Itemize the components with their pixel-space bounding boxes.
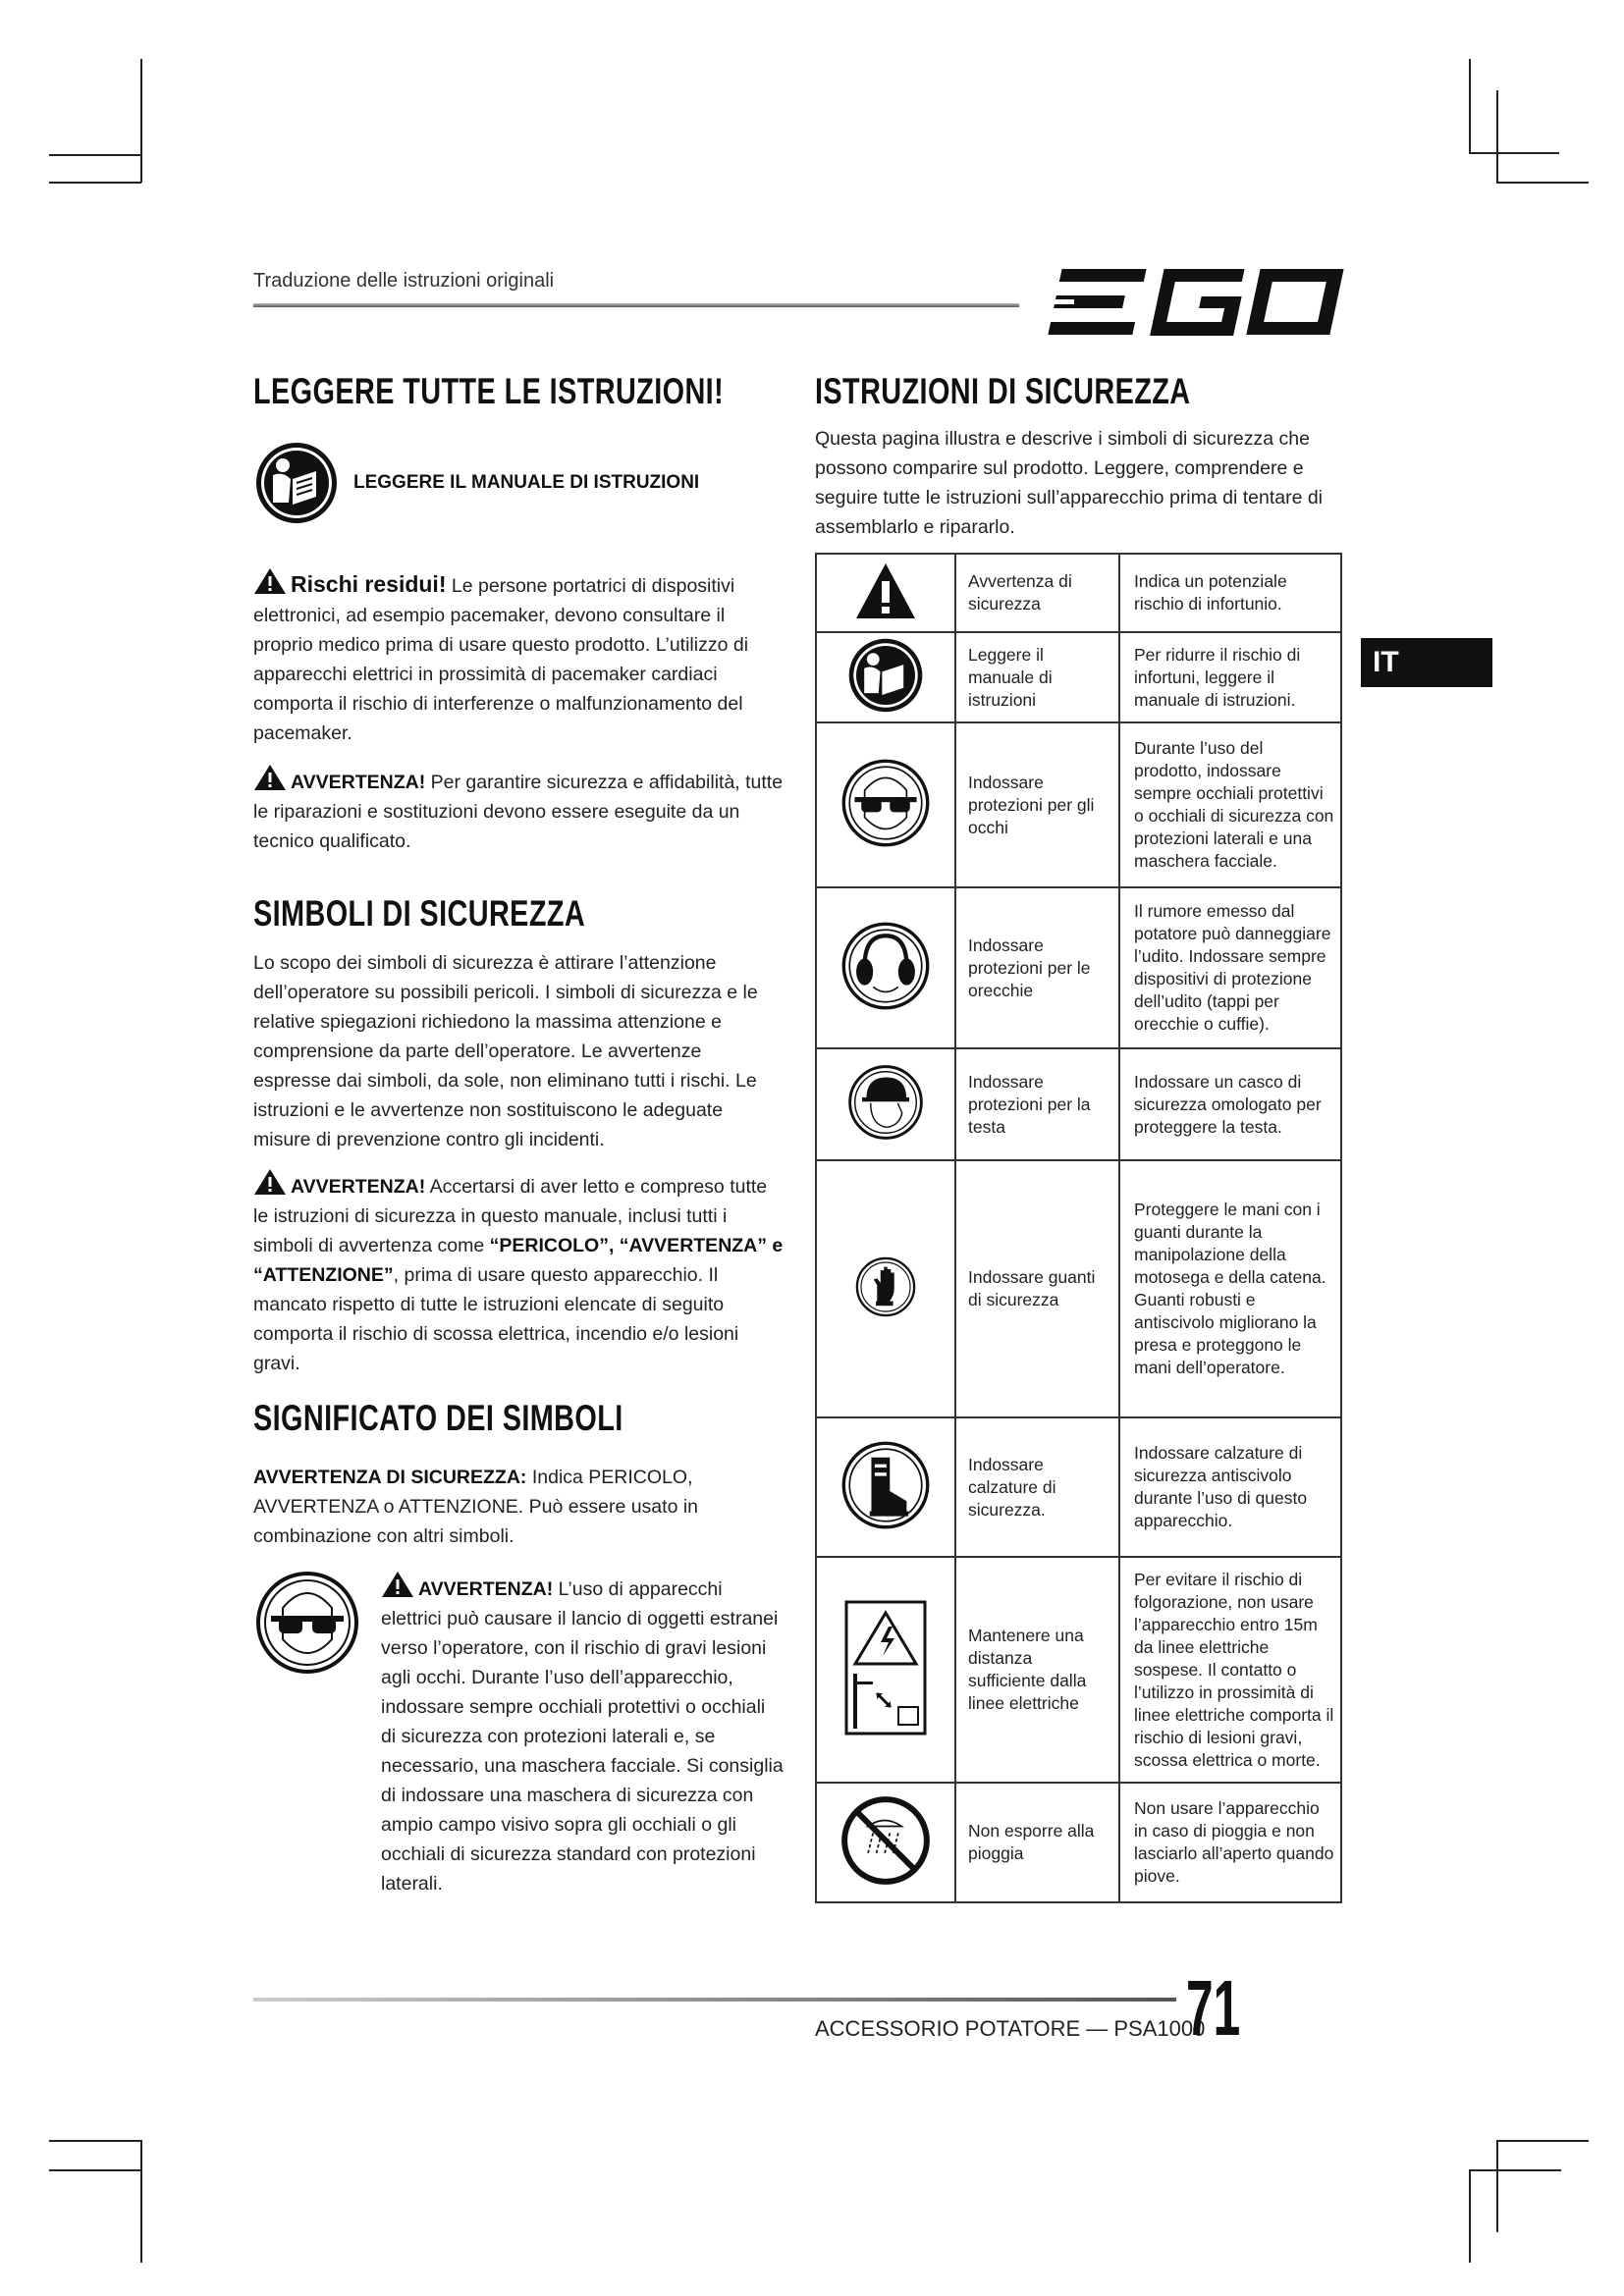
intro-paragraph <box>815 424 1345 542</box>
warning-read-text-b: , prima di usare questo apparecchio. Il mancato rispetto di tutte le istruzioni elencate di seguito comporta il rischio di scossa elettrica, incendio e/o lesioni gravi. <box>253 1264 739 1374</box>
symbol-cell <box>816 1160 955 1417</box>
symbols-paragraph <box>253 948 784 1154</box>
warning-repair-text: Per garantire sicurezza e affidabilità, tutte le riparazioni e sostituzioni devono essere eseguite da un tecnico qualificato. <box>253 772 784 852</box>
warning-eye-paragraph <box>381 1571 784 1898</box>
symbol-description: Proteggere le mani con i guanti durante la manipolazione della motosega e della catena. Guanti robusti e antiscivolo migliorano la presa e proteggono le mani dell’operatore. <box>1119 1160 1341 1417</box>
table-row <box>816 722 1341 887</box>
document-header: Traduzione delle istruzioni originali <box>253 270 555 292</box>
crop-mark <box>1496 90 1498 183</box>
symbol-cell <box>816 1048 955 1160</box>
heading-significato: SIGNIFICATO DEI SIMBOLI <box>253 1398 623 1438</box>
crop-mark <box>140 2140 142 2263</box>
symbol-description: Il rumore emesso dal potatore può danneggiare l’udito. Indossare sempre dispositivi di protezione dell’udito (tappi per orecchie o cuffie). <box>1119 887 1341 1048</box>
heading-leggere: LEGGERE TUTTE LE ISTRUZIONI! <box>253 371 725 411</box>
residual-risk-lead: Rischi residui! <box>291 571 447 597</box>
symbol-cell <box>816 1557 955 1783</box>
symbol-name: Indossare protezioni per la testa <box>955 1048 1119 1160</box>
table-row <box>816 554 1341 632</box>
table-row <box>816 1557 1341 1783</box>
residual-risk-text: Le persone portatrici di dispositivi elettronici, ad esempio pacemaker, devono consultare il proprio medico prima di usare questo prodotto. L’utilizzo di apparecchi elettrici in prossimità di pacemaker cardiaci comporta il rischio di interferenze o malfunzionamento del pacemaker. <box>253 575 749 744</box>
table-row <box>816 1048 1341 1160</box>
safety-boots-icon <box>839 1439 932 1531</box>
page-number: 71 <box>1186 1964 1241 2052</box>
language-tab: IT <box>1361 638 1492 687</box>
power-line-distance-icon <box>843 1599 928 1736</box>
symbol-name: Avvertenza di sicurezza <box>955 554 1119 632</box>
warning-read-lead: AVVERTENZA! <box>291 1176 426 1198</box>
eye-protection-icon <box>253 1569 361 1677</box>
symbol-description: Indica un potenziale rischio di infortunio. <box>1119 554 1341 632</box>
table-row <box>816 1417 1341 1557</box>
symbol-name: Leggere il manuale di istruzioni <box>955 632 1119 722</box>
symbol-description: Durante l’uso del prodotto, indossare sempre occhiali protettivi o occhiali di sicurezza con protezioni laterali e una maschera facciale. <box>1119 722 1341 887</box>
crop-mark <box>1469 152 1559 154</box>
safety-gloves-icon <box>854 1255 917 1318</box>
symbol-description: Non usare l’apparecchio in caso di pioggia e non lasciarlo all’aperto quando piove. <box>1119 1783 1341 1902</box>
symbol-description: Indossare un casco di sicurezza omologato per proteggere la testa. <box>1119 1048 1341 1160</box>
crop-mark <box>49 154 141 156</box>
crop-mark <box>1469 59 1471 153</box>
table-row <box>816 1783 1341 1902</box>
warning-repair-lead: AVVERTENZA! <box>291 772 426 793</box>
crop-mark <box>1469 2169 1561 2171</box>
warning-triangle-icon <box>854 561 917 620</box>
read-manual-label: LEGGERE IL MANUALE DI ISTRUZIONI <box>353 472 700 493</box>
warning-repair-paragraph <box>253 764 784 856</box>
symbol-name: Non esporre alla pioggia <box>955 1783 1119 1902</box>
crop-mark <box>49 2169 141 2171</box>
warning-triangle-icon <box>253 1168 287 1196</box>
crop-mark <box>1496 2140 1589 2142</box>
symbol-cell <box>816 722 955 887</box>
warning-read-bold: “PERICOLO”, “AVVERTENZA” e “ATTENZIONE” <box>253 1235 784 1286</box>
footer-rule <box>253 1998 1176 2002</box>
safety-warning-text: Indica PERICOLO, AVVERTENZA o ATTENZIONE. Può essere usato in combinazione con altri simboli. <box>253 1467 699 1547</box>
symbol-cell <box>816 1783 955 1902</box>
symbol-cell <box>816 887 955 1048</box>
footer-product-name: ACCESSORIO POTATORE — PSA1000 <box>815 2016 1206 2041</box>
symbol-name: Indossare guanti di sicurezza <box>955 1160 1119 1417</box>
warning-read-text-a: Accertarsi di aver letto e compreso tutte le istruzioni di sicurezza in questo manuale, inclusi tutti i simboli di avvertenza come <box>253 1176 768 1256</box>
symbol-cell <box>816 632 955 722</box>
residual-risk-paragraph <box>253 567 784 748</box>
no-rain-icon <box>839 1794 932 1887</box>
crop-mark <box>1496 2140 1498 2232</box>
safety-warning-lead: AVVERTENZA DI SICUREZZA: <box>253 1467 527 1488</box>
crop-mark <box>1469 2169 1471 2263</box>
safety-warning-definition <box>253 1463 725 1551</box>
table-row <box>816 632 1341 722</box>
symbol-name: Mantenere una distanza sufficiente dalla linee elettriche <box>955 1557 1119 1783</box>
read-manual-icon <box>846 636 925 715</box>
warning-triangle-icon <box>253 567 287 595</box>
heading-simboli: SIMBOLI DI SICUREZZA <box>253 893 586 934</box>
crop-mark <box>49 182 141 184</box>
symbol-description: Per evitare il rischio di folgorazione, non usare l’apparecchio entro 15m da linee elettriche sospese. Il contatto o l’utilizzo in prossimità di linee elettriche comporta il rischio di lesioni gravi, scossa elettrica o morte. <box>1119 1557 1341 1783</box>
symbol-cell <box>816 1417 955 1557</box>
read-manual-icon <box>253 440 340 526</box>
warning-triangle-icon <box>381 1571 414 1598</box>
symbol-name: Indossare calzature di sicurezza. <box>955 1417 1119 1557</box>
crop-mark <box>1496 182 1589 184</box>
warning-read-paragraph <box>253 1168 784 1378</box>
ego-logo <box>1045 267 1349 338</box>
crop-mark <box>49 2140 141 2142</box>
head-protection-icon <box>846 1063 925 1142</box>
symbol-name: Indossare protezioni per le orecchie <box>955 887 1119 1048</box>
symbol-name: Indossare protezioni per gli occhi <box>955 722 1119 887</box>
symbols-text: Lo scopo dei simboli di sicurezza è attirare l’attenzione dell’operatore su possibili pericoli. I simboli di sicurezza e le relative spiegazioni richiedono la massima attenzione e comprensione da parte dell’operatore. Le avvertenze espresse dai simboli, da sole, non eliminano tutti i rischi. Le istruzioni e le avvertenze non sostituiscono le adeguate misure di prevenzione contro gli incidenti. <box>253 952 758 1150</box>
read-manual-row <box>253 440 699 526</box>
warning-eye-lead: AVVERTENZA! <box>418 1578 554 1600</box>
symbol-description: Indossare calzature di sicurezza antiscivolo durante l’uso di questo apparecchio. <box>1119 1417 1341 1557</box>
intro-text: Questa pagina illustra e descrive i simboli di sicurezza che possono comparire sul prodotto. Leggere, comprendere e seguire tutte le istruzioni sull’apparecchio prima di tentare di assemblarlo e ripararlo. <box>815 428 1324 538</box>
table-row <box>816 887 1341 1048</box>
table-row <box>816 1160 1341 1417</box>
ear-protection-icon <box>839 920 932 1012</box>
safety-symbols-table <box>815 553 1342 1903</box>
eye-protection-icon <box>839 757 932 849</box>
warning-eye-text: L’uso di apparecchi elettrici può causare il lancio di oggetti estranei verso l’operatore, con il rischio di gravi lesioni agli occhi. Durante l’uso dell’apparecchio, indossare sempre occhiali protettivi o occhiali di sicurezza con protezioni laterali e, se necessario, una maschera facciale. Si consiglia di indossare una maschera di sicurezza con ampio campo visivo sopra gli occhiali o gli occhiali di sicurezza standard con protezioni laterali. <box>381 1578 784 1895</box>
heading-istruzioni: ISTRUZIONI DI SICUREZZA <box>815 371 1191 411</box>
symbol-description: Per ridurre il rischio di infortuni, leggere il manuale di istruzioni. <box>1119 632 1341 722</box>
symbol-cell <box>816 554 955 632</box>
warning-triangle-icon <box>253 764 287 791</box>
header-rule <box>253 303 1019 307</box>
crop-mark <box>140 59 142 183</box>
